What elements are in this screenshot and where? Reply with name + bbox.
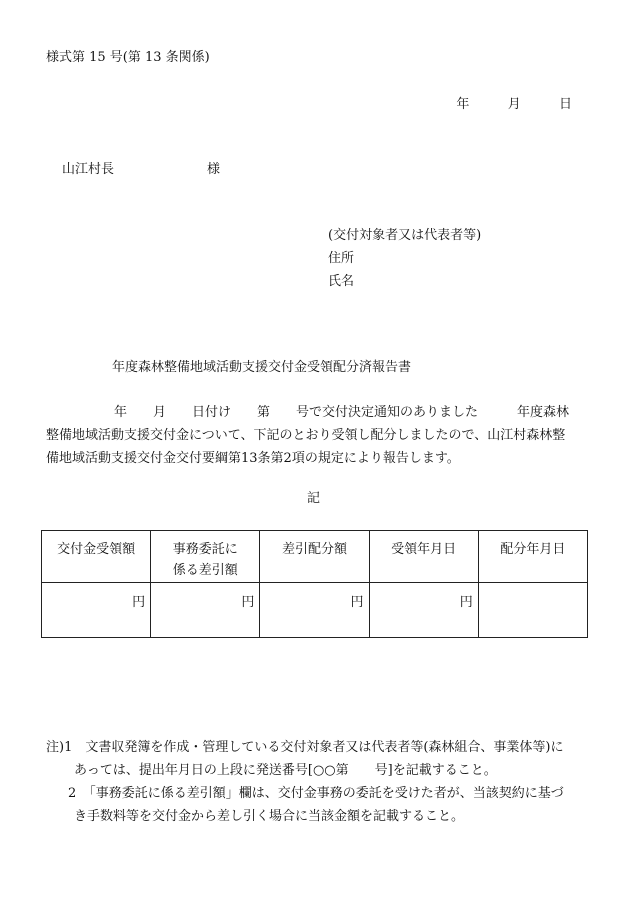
note-1-line-2: あっては、提出年月日の上段に発送番号[○○第 号]を記載すること。 bbox=[74, 763, 497, 778]
applicant-role: (交付対象者又は代表者等) bbox=[328, 228, 482, 243]
header-commission-deduction bbox=[151, 531, 260, 583]
ki-heading: 記 bbox=[307, 491, 321, 506]
body-paragraph bbox=[46, 401, 591, 470]
date-line bbox=[456, 93, 572, 112]
form-number: 様式第 15 号(第 13 条関係) bbox=[46, 50, 210, 65]
date-year-label: 年 bbox=[456, 97, 470, 112]
header-distributed-amount: 差引配分額 bbox=[260, 531, 369, 583]
note-1-line-1: 注)1 文書収発簿を作成・管理している交付対象者又は代表者等(森林組合、事業体等)に bbox=[46, 740, 564, 755]
cell-received-date: 円 bbox=[369, 583, 478, 638]
date-month-label: 月 bbox=[507, 97, 521, 112]
table-header-row bbox=[42, 531, 588, 583]
header-commission-deduction-text: 事務委託に 係る差引額 bbox=[172, 542, 238, 578]
body-line-1: 年 月 日付け 第 号で交付決定通知のありました 年度森林 bbox=[114, 405, 570, 420]
applicant-address-label: 住所 bbox=[328, 251, 355, 266]
header-received-date: 受領年月日 bbox=[369, 531, 478, 583]
applicant-name-label: 氏名 bbox=[328, 274, 355, 289]
body-line-2: 整備地域活動支援交付金について、下記のとおり受領し配分しましたので、山江村森林整 bbox=[46, 428, 566, 443]
addressee-name: 山江村長 bbox=[62, 162, 115, 177]
notes-block bbox=[46, 736, 564, 828]
applicant-block bbox=[328, 224, 481, 293]
cell-commission-deduction: 円 bbox=[151, 583, 260, 638]
note-2-line-1: 2 「事務委託に係る差引額」欄は、交付金事務の委託を受けた者が、当該契約に基づ bbox=[68, 786, 564, 801]
report-table bbox=[41, 530, 588, 638]
addressee-honorific: 様 bbox=[207, 162, 221, 177]
table-row bbox=[42, 583, 588, 638]
cell-distribution-date bbox=[478, 583, 587, 638]
body-line-3: 備地域活動支援交付金交付要綱第13条第2項の規定により報告します。 bbox=[46, 451, 460, 466]
cell-distributed-amount: 円 bbox=[260, 583, 369, 638]
note-2-line-2: き手数料等を交付金から差し引く場合に当該金額を記載すること。 bbox=[74, 809, 465, 824]
header-distribution-date: 配分年月日 bbox=[478, 531, 587, 583]
document-title: 年度森林整備地域活動支援交付金受領配分済報告書 bbox=[112, 360, 412, 375]
date-day-label: 日 bbox=[558, 97, 572, 112]
header-received-amount: 交付金受領額 bbox=[42, 531, 151, 583]
cell-received-amount: 円 bbox=[42, 583, 151, 638]
